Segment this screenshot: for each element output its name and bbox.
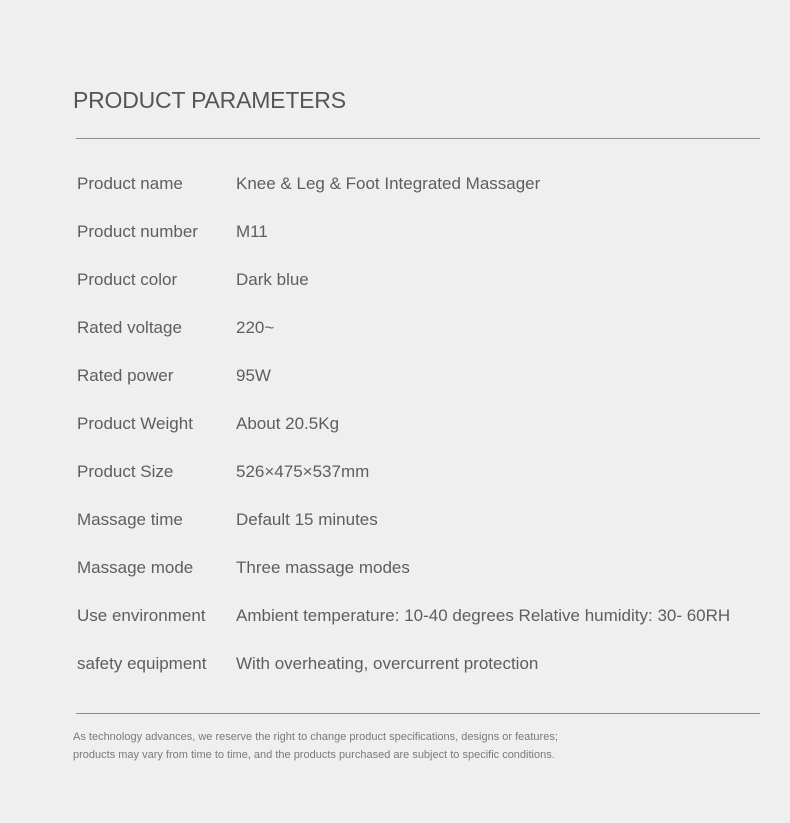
- param-value: Three massage modes: [236, 558, 410, 577]
- param-value: 220~: [236, 318, 275, 337]
- param-label: safety equipment: [77, 654, 207, 673]
- param-label: Rated power: [77, 366, 174, 385]
- param-row-product-name: [77, 160, 777, 208]
- param-label: Product Size: [77, 462, 174, 481]
- param-value: 526×475×537mm: [236, 462, 370, 481]
- param-label: Product color: [77, 270, 178, 289]
- param-value: Knee & Leg & Foot Integrated Massager: [236, 174, 541, 193]
- disclaimer-line-1: As technology advances, we reserve the right to change product specifications, designs or features;: [73, 731, 558, 743]
- param-row-product-color: [77, 256, 777, 304]
- param-label: Massage time: [77, 510, 183, 529]
- param-label: Product Weight: [77, 414, 193, 433]
- page-title: PRODUCT PARAMETERS: [73, 87, 346, 113]
- param-label: Product number: [77, 222, 198, 241]
- param-label: Use environment: [77, 606, 206, 625]
- param-value: Default 15 minutes: [236, 510, 378, 529]
- param-label: Product name: [77, 174, 183, 193]
- parameters-table: [77, 160, 777, 688]
- param-row-rated-power: [77, 352, 777, 400]
- disclaimer: [73, 728, 558, 764]
- param-row-use-environment: [77, 592, 777, 640]
- param-row-rated-voltage: [77, 304, 777, 352]
- param-label: Rated voltage: [77, 318, 182, 337]
- param-row-safety-equipment: [77, 640, 777, 688]
- param-value: Dark blue: [236, 270, 309, 289]
- param-row-product-weight: [77, 400, 777, 448]
- top-divider: [76, 138, 760, 139]
- param-value: About 20.5Kg: [236, 414, 340, 433]
- param-value: With overheating, overcurrent protection: [236, 654, 539, 673]
- param-row-product-number: [77, 208, 777, 256]
- param-label: Massage mode: [77, 558, 194, 577]
- bottom-divider: [76, 713, 760, 714]
- param-row-massage-time: [77, 496, 777, 544]
- param-row-massage-mode: [77, 544, 777, 592]
- param-value: M11: [236, 222, 268, 241]
- param-row-product-size: [77, 448, 777, 496]
- param-value: Ambient temperature: 10-40 degrees Relative humidity: 30- 60RH: [236, 606, 731, 625]
- disclaimer-line-2: products may vary from time to time, and the products purchased are subject to specific conditions.: [73, 749, 555, 761]
- param-value: 95W: [236, 366, 271, 385]
